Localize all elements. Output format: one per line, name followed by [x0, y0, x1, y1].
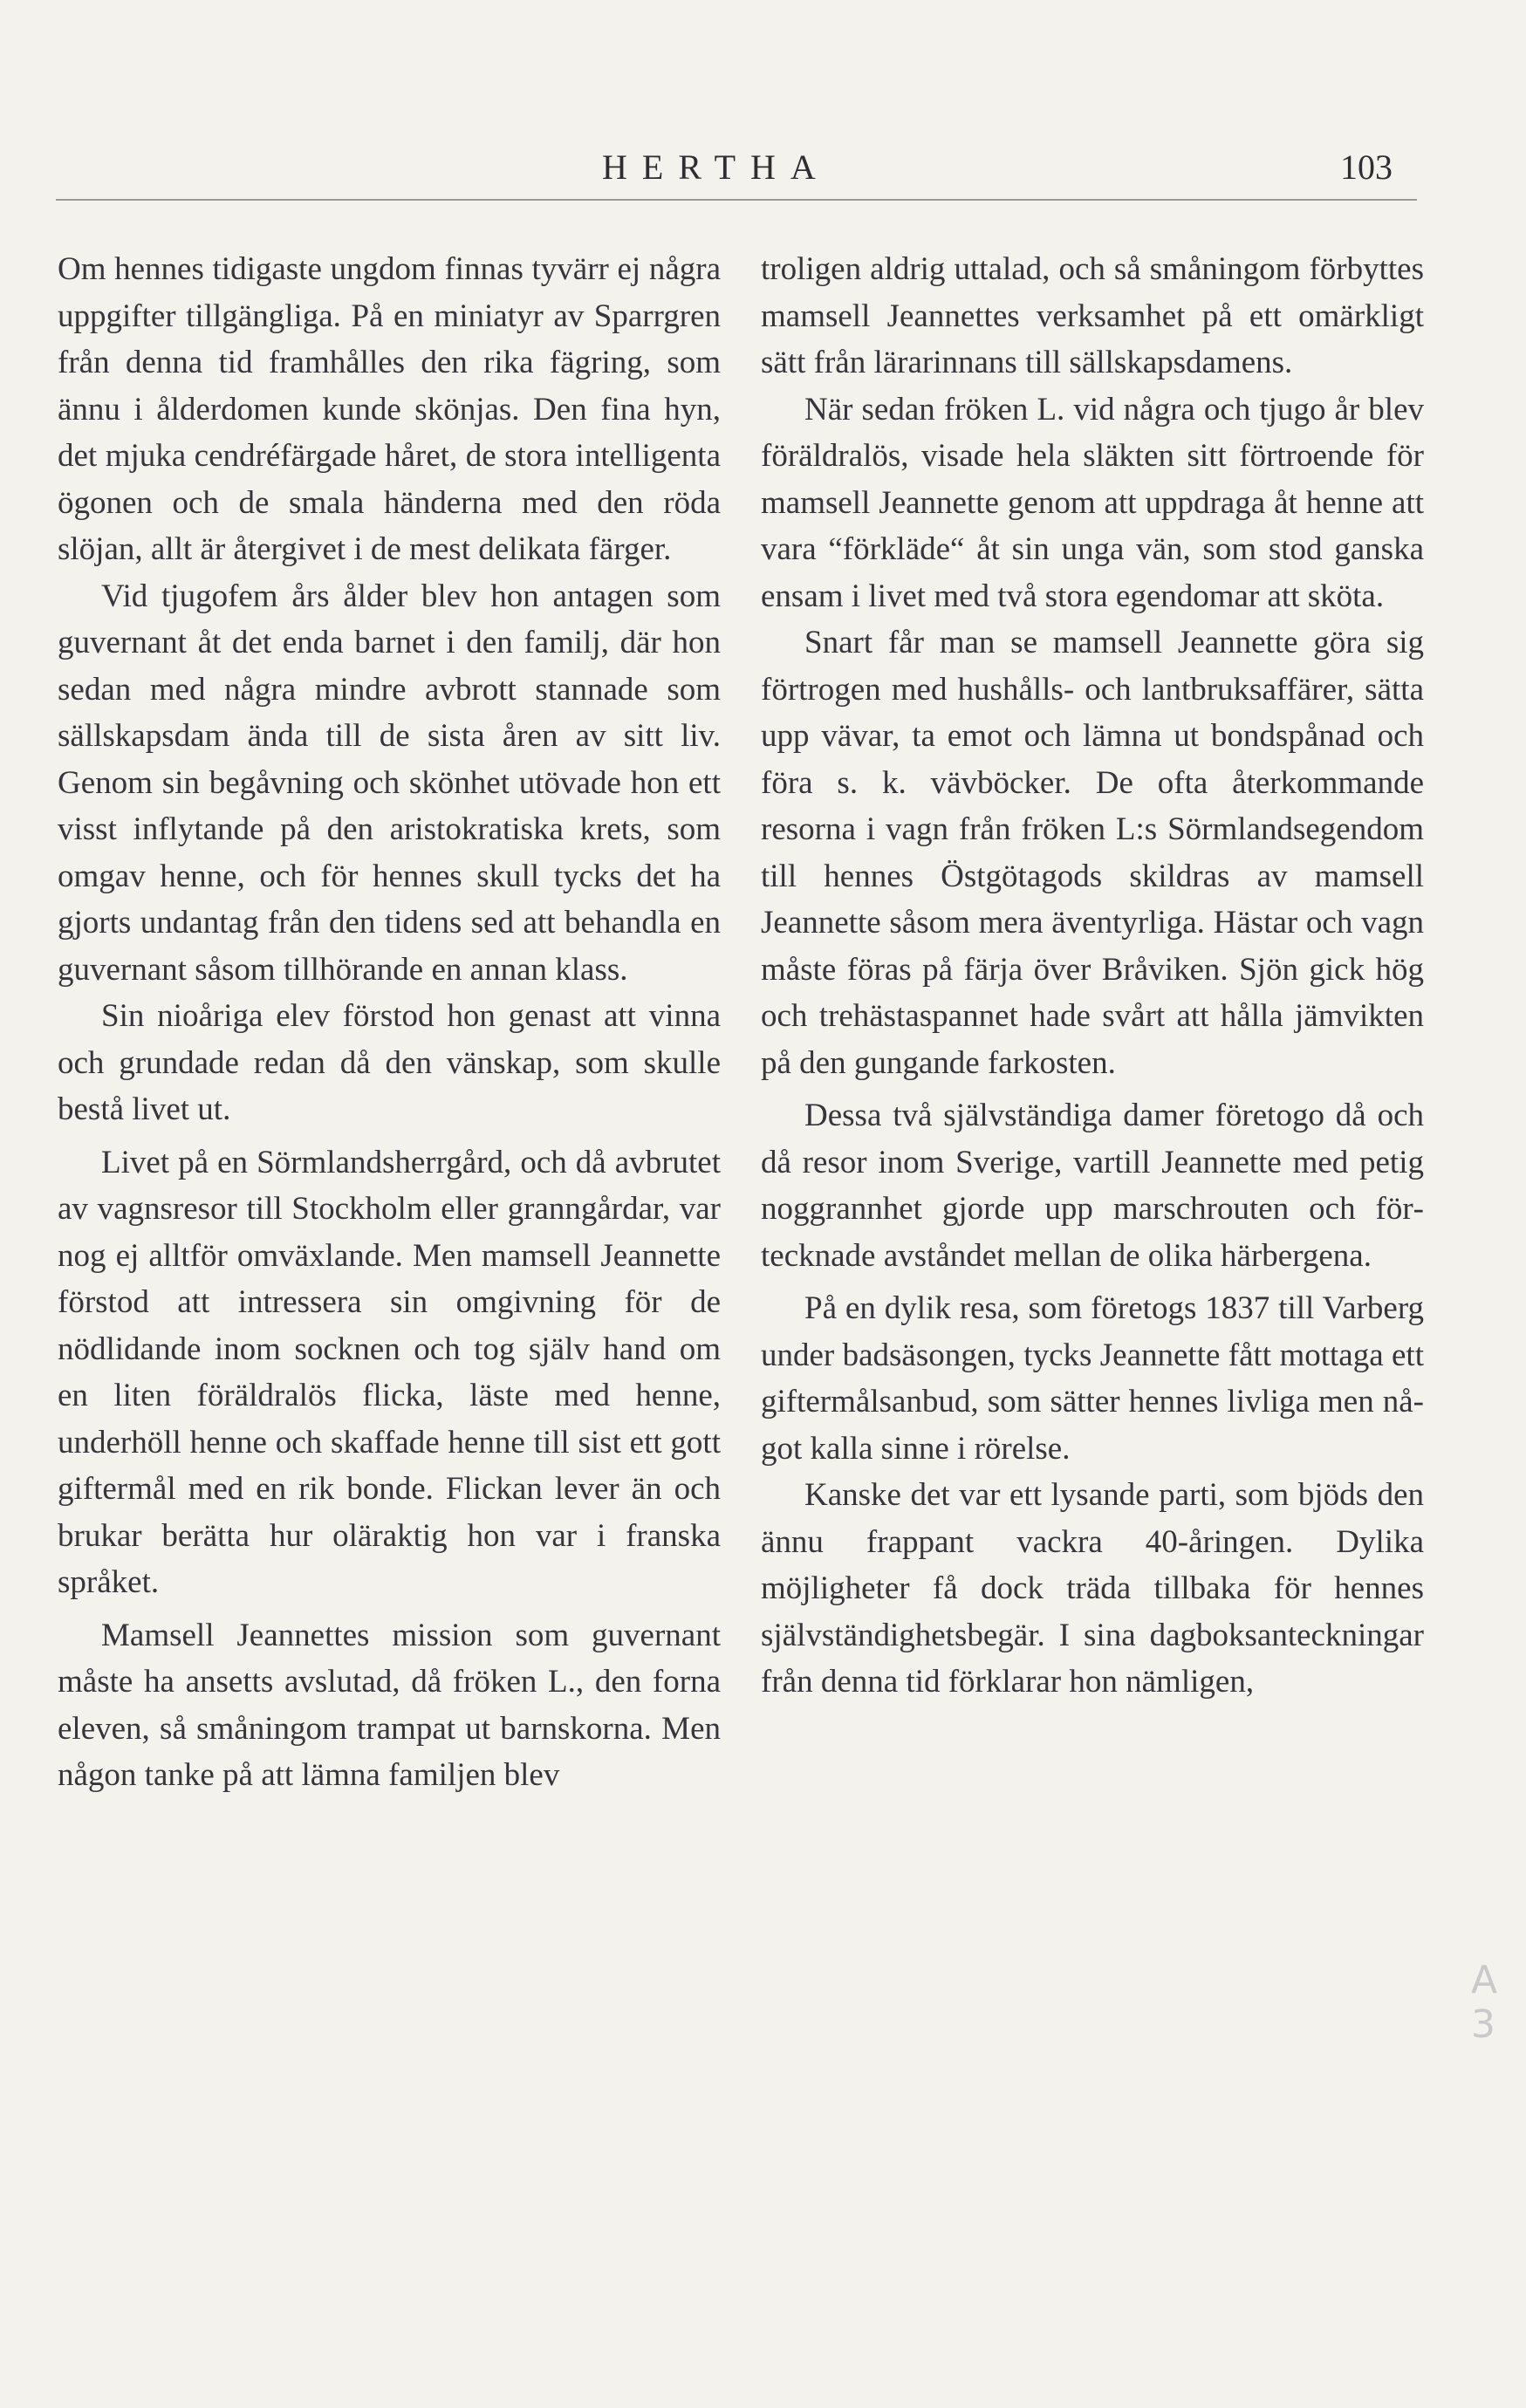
- left-column: [58, 246, 721, 1799]
- paragraph: Vid tjugofem års ålder blev hon antagen som guvernant åt det enda barnet i den familj, där hon sedan med några mindre avbrott stannade som sällskapsdam ända till de sista åren av sitt liv. Genom sin begåvning och skönhet utövade hon ett visst inflytande på den aristokratiska krets, som omgav henne, och för hennes skull tycks det ha gjorts undantag från den tidens sed att behandla en guvernant såsom tillhörande en annan klass.: [58, 578, 721, 988]
- running-title: HERTHA: [602, 147, 831, 187]
- paragraph: Om hennes tidigaste ungdom finnas tyvärr ej några uppgifter tillgängliga. På en miniatyr av Sparrgren från denna tid framhålles den rika fägring, som ännu i ålderdomen kunde skönjas. Den fina hyn, det mjuka cendréfärgade håret, de stora intelligenta ögonen och de smala händerna med den röda slöjan, allt är återgivet i de mest delikata färger.: [58, 251, 721, 567]
- paragraph: troligen aldrig uttalad, och så småningom förbyttes mamsell Jeannettes verksamhet på ett omärkligt sätt från lärarinnans till sällskapsdamens.: [761, 251, 1424, 380]
- paragraph: Sin nioåriga elev förstod hon genast att vinna och grundade redan då den vänskap, som skulle bestå livet ut.: [58, 998, 721, 1127]
- right-column: [761, 246, 1424, 1706]
- page-number: 103: [1340, 147, 1393, 187]
- paragraph: När sedan fröken L. vid några och tjugo år blev föräldralös, visade hela släkten sitt förtroende för mamsell Jeannette genom att uppdraga åt henne att vara “förkläde“ åt sin unga vän, som stod ganska ensam i livet med två stora egendomar att sköta.: [761, 391, 1424, 614]
- paragraph: Kanske det var ett lysande parti, som bjöds den ännu frappant vackra 40-åringen. Dylika möjligheter få dock träda tillbaka för hennes självständighetsbegär. I sina dagboksanteckningar från denna tid förklarar hon nämligen,: [761, 1477, 1424, 1700]
- header-rule: [56, 199, 1417, 201]
- paragraph: Livet på en Sörmlandsherrgård, och då avbrutet av vagnsresor till Stockholm eller granngårdar, var nog ej alltför omväxlande. Men mamsell Jeannette förstod att intressera sin omgivning för de nödlidande inom socknen och tog själv hand om en liten föräldralös flicka, läste med henne, underhöll henne och skaffade henne till sist ett gott giftermål med en rik bonde. Flickan lever än och brukar berätta hur oläraktig hon var i franska språket.: [58, 1144, 721, 1600]
- paragraph: På en dylik resa, som företogs 1837 till Varberg under badsäsongen, tycks Jeannette fått mottaga ett giftermålsanbud, som sätter hennes livliga men något kalla sinne i rörelse.: [761, 1290, 1424, 1467]
- paragraph: Dessa två självständiga damer företogo då och då resor inom Sverige, vartill Jeannette med petig noggrannhet gjorde upp marschrouten och förtecknade avståndet mellan de olika härbergena.: [761, 1098, 1424, 1274]
- paragraph: Mamsell Jeannettes mission som guvernant måste ha ansetts avslutad, då fröken L., den forna eleven, så småningom trampat ut barnskorna. Men någon tanke på att lämna familjen blev: [58, 1617, 721, 1793]
- margin-pencil-note: A 3: [1471, 1958, 1498, 2047]
- paragraph: Snart får man se mamsell Jeannette göra sig förtrogen med hushålls- och lantbruksaffärer, sätta upp vävar, ta emot och lämna ut bondspånad och föra s. k. vävböcker. De ofta återkommande resorna i vagn från fröken L:s Sörmlandsegendom till hennes Östgötagods skildras av mamsell Jeannette såsom mera äventyrliga. Hästar och vagn måste föras på färja över Bråviken. Sjön gick hög och trehästaspannet hade svårt att hålla jämvikten på den gungande farkosten.: [761, 625, 1424, 1081]
